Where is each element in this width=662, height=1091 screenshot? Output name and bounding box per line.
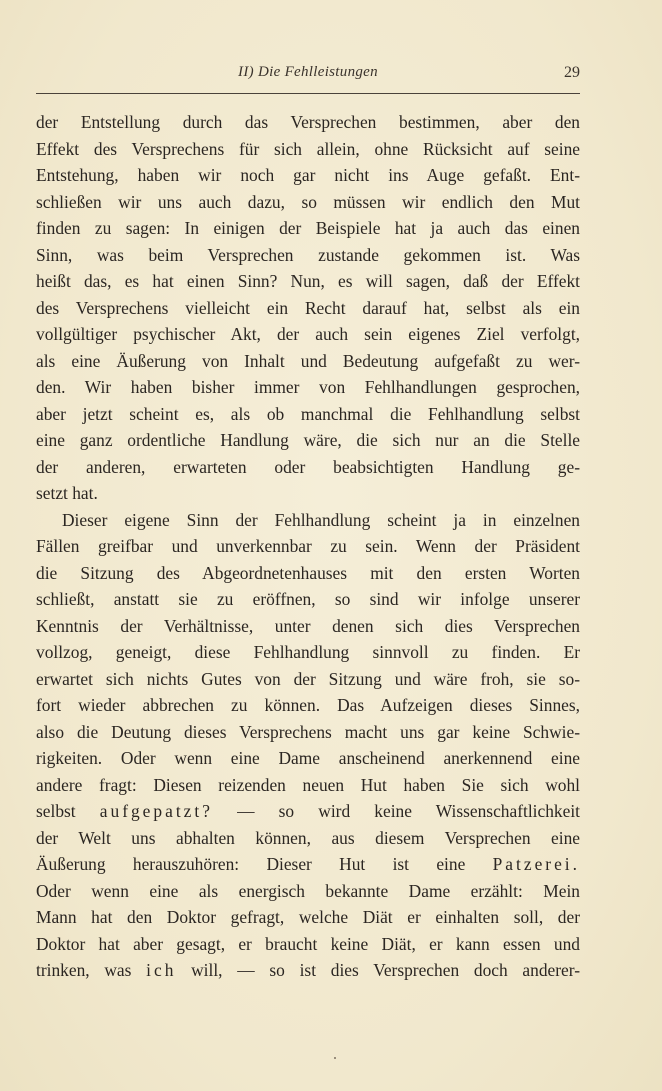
header-rule — [36, 93, 580, 94]
text-line: schließt, anstatt sie zu eröffnen, so sind wir infolge unserer — [36, 589, 580, 609]
text-line: erwartet sich nichts Gutes von der Sitzung und wäre froh, sie so- — [36, 668, 580, 689]
text-line: die Sitzung des Abgeordnetenhauses mit den ersten Worten — [36, 562, 580, 583]
spaced-emphasis: ich — [146, 960, 177, 980]
body-text — [36, 109, 580, 984]
text-line: Sinn, was beim Versprechen zustande gekommen ist. Was — [36, 244, 580, 265]
text-line: schließen wir uns auch dazu, so müssen wir endlich den Mut — [36, 191, 580, 212]
text-line — [36, 957, 580, 984]
text-line: vollgültiger psychischer Akt, der auch sein eigenes Ziel verfolgt, — [36, 324, 580, 344]
text-line: setzt hat. — [36, 483, 98, 503]
paper-speck — [334, 1057, 336, 1059]
text-line: der Welt uns abhalten können, aus diesem Versprechen eine — [36, 827, 580, 848]
text-line: Doktor hat aber gesagt, er braucht keine Diät, er kann essen und — [36, 933, 580, 954]
text-line — [36, 798, 580, 825]
text-line: rigkeiten. Oder wenn eine Dame anscheinend anerkennend eine — [36, 748, 580, 768]
text-line: heißt das, es hat einen Sinn? Nun, es will sagen, daß der Effekt — [36, 271, 580, 291]
text-line: Fällen greifbar und unverkennbar zu sein. Wenn der Präsident — [36, 536, 580, 556]
text-segment: trinken, was — [36, 960, 147, 980]
text-line: Entstehung, haben wir noch gar nicht ins Auge gefaßt. Ent- — [36, 165, 580, 185]
spaced-emphasis: aufgepatzt? — [99, 801, 213, 821]
text-segment: will, — so ist dies Versprechen doch anderer- — [176, 960, 580, 980]
text-line: andere fragt: Diesen reizenden neuen Hut haben Sie sich wohl — [36, 774, 580, 795]
page-number: 29 — [564, 64, 580, 81]
text-line: Mann hat den Doktor gefragt, welche Diät er einhalten soll, der — [36, 907, 580, 927]
running-head: II) Die Fehlleistungen — [238, 64, 378, 80]
text-line: aber jetzt scheint es, als ob manchmal die Fehlhandlung selbst — [36, 403, 580, 424]
text-line: als eine Äußerung von Inhalt und Bedeutung aufgefaßt zu wer- — [36, 350, 580, 371]
text-line: fort wieder abbrechen zu können. Das Aufzeigen dieses Sinnes, — [36, 695, 580, 715]
text-line: eine ganz ordentliche Handlung wäre, die sich nur an die Stelle — [36, 430, 580, 450]
text-line: Kenntnis der Verhältnisse, unter denen sich dies Versprechen — [36, 615, 580, 636]
spaced-emphasis: Patzerei. — [492, 854, 580, 874]
text-line: der anderen, erwarteten oder beabsichtigten Handlung ge- — [36, 456, 580, 477]
text-line: der Entstellung durch das Versprechen bestimmen, aber den — [36, 112, 580, 132]
text-line: des Versprechens vielleicht ein Recht darauf hat, selbst als ein — [36, 297, 580, 318]
text-line: Effekt des Versprechens für sich allein, ohne Rücksicht auf seine — [36, 138, 580, 159]
text-segment: selbst — [36, 801, 100, 821]
text-line: Oder wenn eine als energisch bekannte Dame erzählt: Mein — [36, 880, 580, 901]
text-line: also die Deutung dieses Versprechens macht uns gar keine Schwie- — [36, 721, 580, 742]
text-line: den. Wir haben bisher immer von Fehlhandlungen gesprochen, — [36, 377, 580, 397]
text-segment: — so wird keine Wissenschaftlichkeit — [212, 801, 580, 821]
text-line — [36, 851, 580, 878]
text-segment: Äußerung herauszuhören: Dieser Hut ist eine — [36, 854, 493, 874]
text-line: vollzog, geneigt, diese Fehlhandlung sinnvoll zu finden. Er — [36, 642, 580, 662]
text-line: Dieser eigene Sinn der Fehlhandlung scheint ja in einzelnen — [62, 509, 580, 530]
text-line: finden zu sagen: In einigen der Beispiele hat ja auch das einen — [36, 218, 580, 238]
page-header — [36, 64, 580, 88]
